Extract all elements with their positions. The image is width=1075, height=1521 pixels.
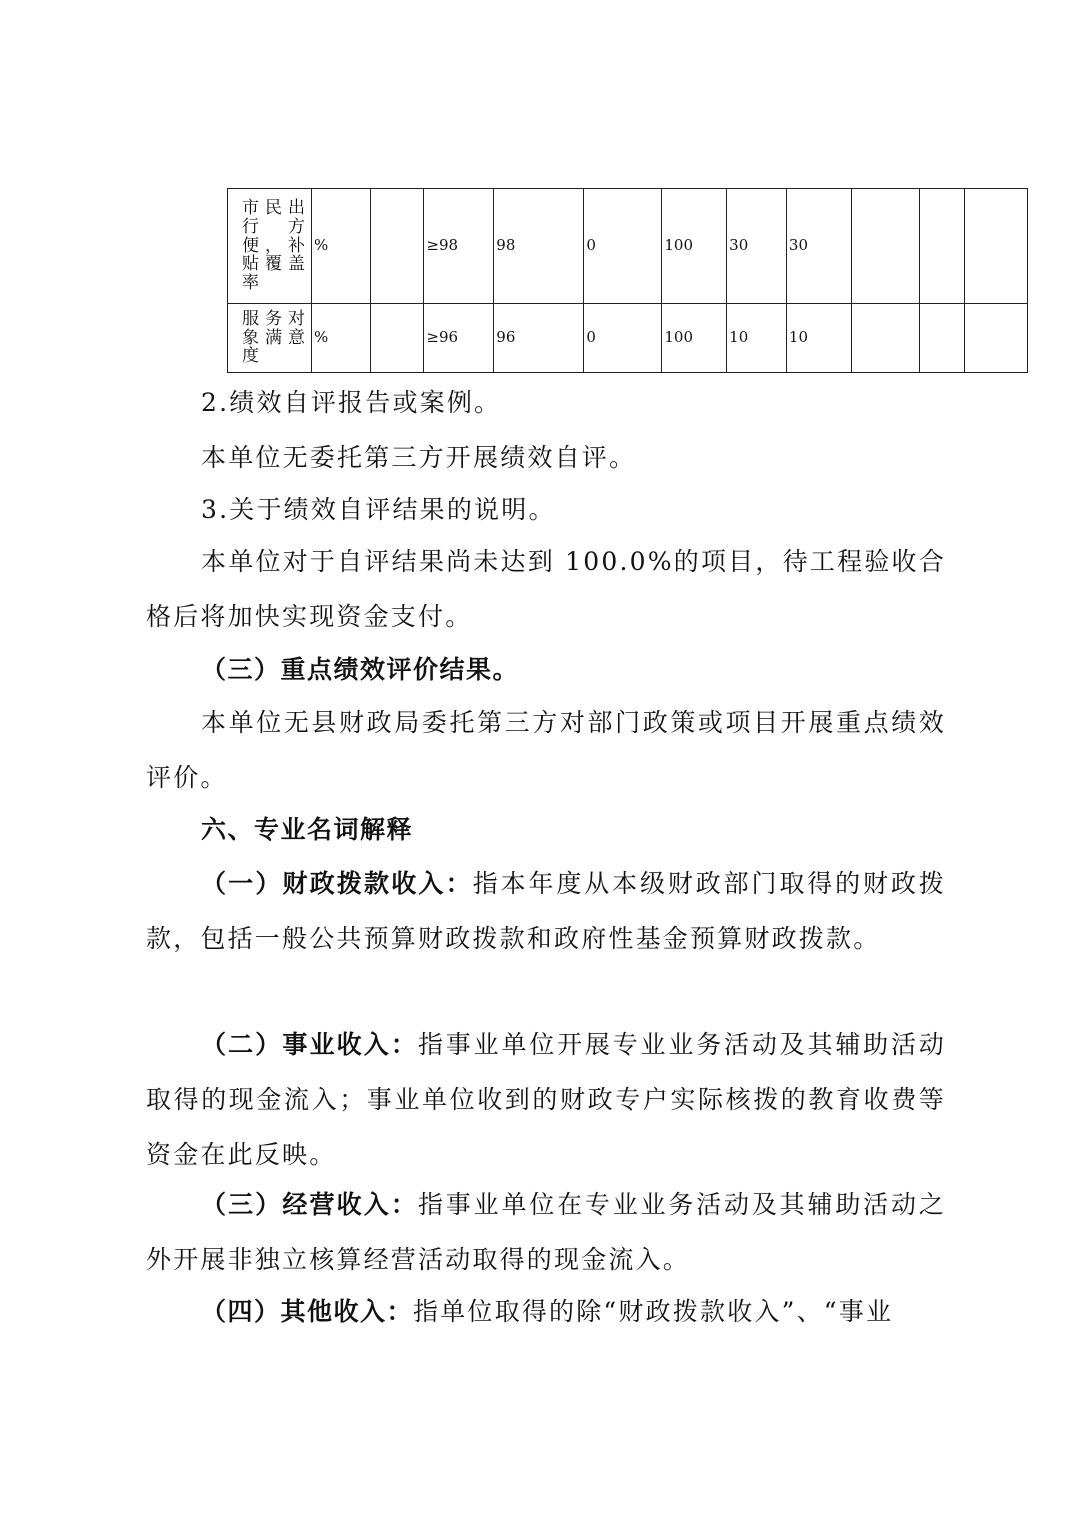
definition-text: 指事业单位在专业业务活动及其辅助活动之外开展非独立核算经营活动取得的现金流入。 — [146, 1190, 946, 1274]
table-row — [228, 189, 1028, 304]
paragraph-key-evaluation-text: 本单位无县财政局委托第三方对部门政策或项目开展重点绩效评价。 — [146, 708, 946, 792]
weight-cell: 30 — [727, 189, 787, 304]
actual-cell: 98 — [494, 189, 584, 304]
completion-cell: 100 — [662, 189, 727, 304]
definition-text: 指事业单位开展专业业务活动及其辅助活动取得的现金流入；事业单位收到的财政专户实际核拨的教育收费等资金在此反映。 — [146, 1030, 946, 1169]
definition-term: （四）其他收入： — [201, 1297, 414, 1326]
target-cell: ≥98 — [424, 189, 494, 304]
completion-cell: 100 — [662, 304, 727, 373]
score-cell: 10 — [786, 304, 851, 373]
empty-cell — [851, 189, 919, 304]
empty-cell — [919, 189, 965, 304]
empty-cell — [965, 189, 1028, 304]
paragraph-key-evaluation-heading: （三）重点绩效评价结果。 — [201, 655, 520, 684]
empty-cell — [965, 304, 1028, 373]
deviation-cell: 0 — [584, 189, 662, 304]
deviation-cell: 0 — [584, 304, 662, 373]
unit-cell: % — [312, 189, 371, 304]
paragraph-results-explanation: 本单位对于自评结果尚未达到 100.0%的项目，待工程验收合格后将加快实现资金支付。 — [146, 547, 946, 631]
definition-term: （一）财政拨款收入： — [201, 869, 473, 898]
paragraph-no-third-party: 本单位无委托第三方开展绩效自评。 — [201, 443, 637, 472]
indicator-cell: 市民出行方便，补贴覆盖率 — [228, 189, 312, 304]
definition-other-income — [146, 1284, 946, 1339]
target-symbol-cell — [370, 189, 424, 304]
empty-cell — [851, 304, 919, 373]
definition-text: 指本年度从本级财政部门取得的财政拨款，包括一般公共预算财政拨款和政府性基金预算财政拨款。 — [146, 869, 946, 953]
empty-cell — [919, 304, 965, 373]
paragraph-report-heading: 2.绩效自评报告或案例。 — [201, 388, 502, 417]
performance-indicator-table — [227, 188, 1028, 373]
definition-fiscal-appropriation — [146, 856, 946, 966]
definition-term: （二）事业收入： — [201, 1030, 418, 1059]
definition-operating-income — [146, 1177, 946, 1287]
table-row — [228, 304, 1028, 373]
definition-text: 指单位取得的除“财政拨款收入”、“事业 — [413, 1297, 894, 1326]
weight-cell: 10 — [727, 304, 787, 373]
score-cell: 30 — [786, 189, 851, 304]
actual-cell: 96 — [494, 304, 584, 373]
definition-business-income — [146, 1017, 946, 1182]
target-symbol-cell — [370, 304, 424, 373]
definition-term: （三）经营收入： — [201, 1190, 418, 1219]
section-title: 六、专业名词解释 — [201, 815, 414, 844]
indicator-cell: 服务对象满意度 — [228, 304, 312, 373]
paragraph-results-heading: 3.关于绩效自评结果的说明。 — [201, 495, 556, 524]
unit-cell: % — [312, 304, 371, 373]
target-cell: ≥96 — [424, 304, 494, 373]
